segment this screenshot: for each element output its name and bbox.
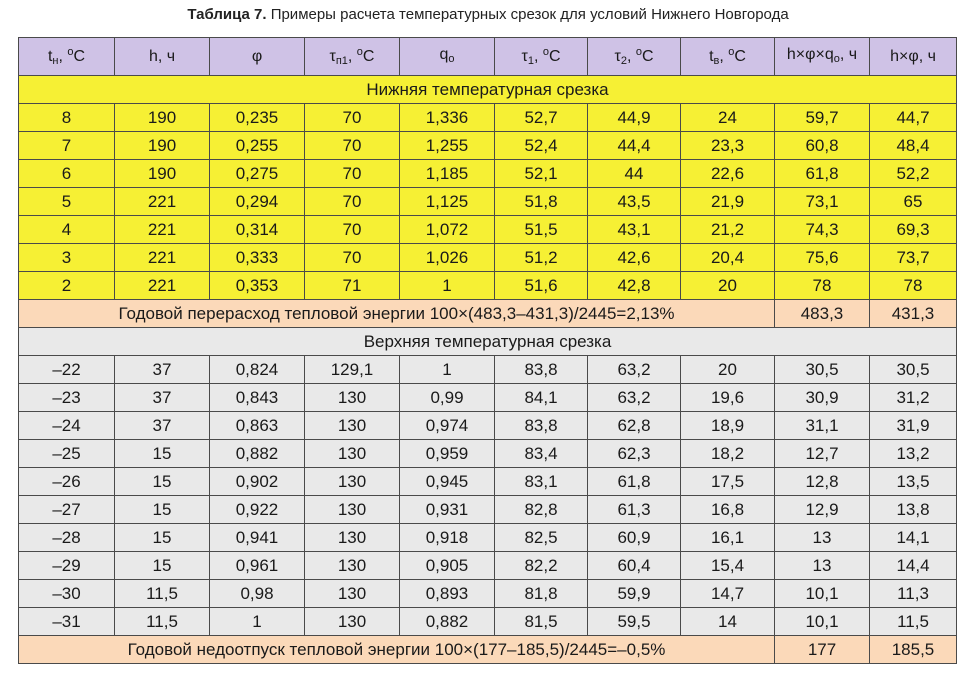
table-cell: 0,945: [400, 468, 495, 496]
table-cell: 0,922: [210, 496, 305, 524]
table-cell: 12,7: [775, 440, 870, 468]
table-cell: 130: [305, 580, 400, 608]
table-cell: 0,882: [210, 440, 305, 468]
table-cell: 13,2: [870, 440, 957, 468]
table-row: [19, 216, 957, 244]
table-cell: 11,3: [870, 580, 957, 608]
table-cell: 69,3: [870, 216, 957, 244]
table-cell: 130: [305, 384, 400, 412]
table-cell: 51,8: [495, 188, 588, 216]
table-cell: 37: [115, 356, 210, 384]
column-header: [115, 38, 210, 76]
header-main: τ: [614, 48, 621, 65]
table-cell: 17,5: [681, 468, 775, 496]
column-header: [495, 38, 588, 76]
table-row: [19, 552, 957, 580]
table-cell: 14,4: [870, 552, 957, 580]
table-cell: 23,3: [681, 132, 775, 160]
table-cell: 129,1: [305, 356, 400, 384]
header-subscript: 2: [620, 55, 627, 67]
table-cell: 52,4: [495, 132, 588, 160]
table-cell: 52,1: [495, 160, 588, 188]
table-cell: 0,824: [210, 356, 305, 384]
table-cell: 1,185: [400, 160, 495, 188]
table-cell: 130: [305, 412, 400, 440]
header-superscript: o: [728, 46, 735, 58]
header-unit: C: [641, 48, 654, 65]
table-cell: 59,7: [775, 104, 870, 132]
lower-summary-row: [19, 300, 957, 328]
table-cell: 1,026: [400, 244, 495, 272]
table-cell: 31,2: [870, 384, 957, 412]
table-cell: 20: [681, 272, 775, 300]
table-cell: –23: [19, 384, 115, 412]
header-main: h×φ×q: [786, 45, 834, 63]
table-cell: 0,893: [400, 580, 495, 608]
header-main: t: [47, 48, 53, 65]
table-cell: 75,6: [775, 244, 870, 272]
table-cell: 60,4: [588, 552, 681, 580]
column-header: [775, 38, 870, 76]
table-cell: 0,961: [210, 552, 305, 580]
table-cell: 19,6: [681, 384, 775, 412]
table-cell: 44,9: [588, 104, 681, 132]
table-row: [19, 580, 957, 608]
upper-summary-row: [19, 636, 957, 664]
header-subscript: н: [52, 55, 59, 67]
header-tail: , ч: [839, 45, 858, 63]
table-cell: 70: [305, 104, 400, 132]
table-cell: 1,125: [400, 188, 495, 216]
table-cell: 14,1: [870, 524, 957, 552]
table-cell: 10,1: [775, 580, 870, 608]
table-cell: 0,843: [210, 384, 305, 412]
table-cell: 22,6: [681, 160, 775, 188]
table-cell: –26: [19, 468, 115, 496]
table-cell: 71: [305, 272, 400, 300]
table-cell: –22: [19, 356, 115, 384]
table-cell: 6: [19, 160, 115, 188]
column-header: [588, 38, 681, 76]
header-subscript: 1: [527, 55, 534, 67]
table-cell: 15: [115, 440, 210, 468]
table-cell: 0,255: [210, 132, 305, 160]
table-cell: 83,8: [495, 412, 588, 440]
table-row: [19, 384, 957, 412]
table-cell: 78: [870, 272, 957, 300]
table-cell: 4: [19, 216, 115, 244]
table-cell: 221: [115, 216, 210, 244]
table-cell: 82,5: [495, 524, 588, 552]
header-unit: C: [548, 48, 561, 65]
table-cell: 190: [115, 160, 210, 188]
table-cell: 81,8: [495, 580, 588, 608]
header-main: t: [709, 48, 714, 65]
table-cell: 0,294: [210, 188, 305, 216]
table-cell: 12,8: [775, 468, 870, 496]
table-cell: 0,863: [210, 412, 305, 440]
table-cell: 42,8: [588, 272, 681, 300]
header-subscript: в: [713, 55, 720, 67]
caption-label: Таблица 7.: [187, 6, 267, 23]
table-cell: –28: [19, 524, 115, 552]
table-cell: 1,072: [400, 216, 495, 244]
table-cell: 70: [305, 132, 400, 160]
table-cell: 84,1: [495, 384, 588, 412]
table-cell: 74,3: [775, 216, 870, 244]
summary-value-2: 431,3: [870, 300, 957, 328]
table-cell: 13: [775, 524, 870, 552]
table-cell: –31: [19, 608, 115, 636]
table-cell: 70: [305, 216, 400, 244]
table-cell: 18,9: [681, 412, 775, 440]
table-cell: 15: [115, 524, 210, 552]
table-cell: 21,2: [681, 216, 775, 244]
table-row: [19, 132, 957, 160]
table-cell: 37: [115, 412, 210, 440]
table-cell: 130: [305, 468, 400, 496]
table-cell: 59,9: [588, 580, 681, 608]
table-cell: 0,275: [210, 160, 305, 188]
table-cell: 0,918: [400, 524, 495, 552]
summary-value-1: 177: [775, 636, 870, 664]
table-cell: 61,8: [588, 468, 681, 496]
column-header: [19, 38, 115, 76]
table-cell: 0,353: [210, 272, 305, 300]
table-cell: 1: [400, 272, 495, 300]
table-cell: 52,2: [870, 160, 957, 188]
table-row: [19, 272, 957, 300]
table-cell: 0,235: [210, 104, 305, 132]
table-row: [19, 440, 957, 468]
table-cell: 83,4: [495, 440, 588, 468]
table-cell: 11,5: [870, 608, 957, 636]
table-cell: 60,8: [775, 132, 870, 160]
table-cell: 44,7: [870, 104, 957, 132]
header-tail: ,: [626, 48, 636, 65]
table-cell: 82,2: [495, 552, 588, 580]
table-cell: 0,931: [400, 496, 495, 524]
summary-value-2: 185,5: [870, 636, 957, 664]
table-cell: 13,8: [870, 496, 957, 524]
header-main: q: [439, 45, 449, 63]
table-cell: 16,8: [681, 496, 775, 524]
table-cell: 30,5: [775, 356, 870, 384]
table-cell: –30: [19, 580, 115, 608]
table-cell: 190: [115, 104, 210, 132]
table-row: [19, 160, 957, 188]
calculation-table: [18, 37, 957, 664]
table-caption: [0, 6, 976, 23]
header-unit: C: [734, 48, 746, 65]
table-cell: 2: [19, 272, 115, 300]
table-cell: 59,5: [588, 608, 681, 636]
table-row: [19, 244, 957, 272]
table-row: [19, 608, 957, 636]
table-cell: 48,4: [870, 132, 957, 160]
table-cell: 16,1: [681, 524, 775, 552]
table-cell: 42,6: [588, 244, 681, 272]
column-header: [400, 38, 495, 76]
table-cell: 70: [305, 244, 400, 272]
table-cell: 83,8: [495, 356, 588, 384]
table-cell: 130: [305, 608, 400, 636]
summary-text: Годовой недоотпуск тепловой энергии 100×(177–185,5)/2445=–0,5%: [19, 636, 775, 664]
summary-value-1: 483,3: [775, 300, 870, 328]
table-cell: 24: [681, 104, 775, 132]
table-cell: 7: [19, 132, 115, 160]
table-row: [19, 524, 957, 552]
table-cell: 44,4: [588, 132, 681, 160]
table-cell: 62,3: [588, 440, 681, 468]
table-cell: 10,1: [775, 608, 870, 636]
table-cell: –24: [19, 412, 115, 440]
table-cell: 11,5: [115, 608, 210, 636]
table-cell: 73,7: [870, 244, 957, 272]
column-header: [681, 38, 775, 76]
table-cell: 190: [115, 132, 210, 160]
header-main: h×φ, ч: [890, 47, 936, 65]
header-tail: ,: [347, 48, 357, 65]
table-cell: 1: [210, 608, 305, 636]
table-cell: –25: [19, 440, 115, 468]
table-cell: 70: [305, 188, 400, 216]
table-row: [19, 412, 957, 440]
header-subscript: o: [833, 52, 840, 65]
table-cell: 13: [775, 552, 870, 580]
header-tail: ,: [58, 48, 68, 65]
table-cell: 61,8: [775, 160, 870, 188]
table-cell: 0,314: [210, 216, 305, 244]
table-cell: 15: [115, 496, 210, 524]
table-cell: 30,9: [775, 384, 870, 412]
table-row: [19, 104, 957, 132]
table-cell: 52,7: [495, 104, 588, 132]
header-unit: C: [73, 48, 86, 65]
table-cell: 31,1: [775, 412, 870, 440]
table-cell: 0,902: [210, 468, 305, 496]
table-cell: 51,6: [495, 272, 588, 300]
table-cell: 5: [19, 188, 115, 216]
table-cell: 14,7: [681, 580, 775, 608]
table-cell: 73,1: [775, 188, 870, 216]
table-cell: 63,2: [588, 384, 681, 412]
table-cell: 0,905: [400, 552, 495, 580]
table-cell: –27: [19, 496, 115, 524]
table-cell: 43,5: [588, 188, 681, 216]
table-cell: 70: [305, 160, 400, 188]
table-row: [19, 468, 957, 496]
table-cell: 78: [775, 272, 870, 300]
header-row: [19, 38, 957, 76]
table-cell: 0,974: [400, 412, 495, 440]
table-row: [19, 356, 957, 384]
table-cell: 221: [115, 188, 210, 216]
column-header: [870, 38, 957, 76]
header-subscript: п1: [335, 55, 348, 67]
header-tail: ,: [719, 48, 729, 65]
table-cell: 51,5: [495, 216, 588, 244]
table-cell: 63,2: [588, 356, 681, 384]
table-cell: 1,255: [400, 132, 495, 160]
header-superscript: o: [356, 46, 363, 58]
table-row: [19, 188, 957, 216]
table-cell: 1,336: [400, 104, 495, 132]
table-cell: 130: [305, 440, 400, 468]
table-cell: –29: [19, 552, 115, 580]
table-cell: 0,98: [210, 580, 305, 608]
upper-section-title-row: [19, 328, 957, 356]
table-cell: 0,941: [210, 524, 305, 552]
table-cell: 130: [305, 496, 400, 524]
table-cell: 11,5: [115, 580, 210, 608]
table-cell: 8: [19, 104, 115, 132]
section-title: Верхняя температурная срезка: [19, 328, 957, 356]
header-superscript: o: [542, 46, 549, 58]
table-cell: 221: [115, 272, 210, 300]
table-cell: 1: [400, 356, 495, 384]
table-cell: 44: [588, 160, 681, 188]
table-cell: 13,5: [870, 468, 957, 496]
header-superscript: o: [635, 46, 642, 58]
table-cell: 82,8: [495, 496, 588, 524]
table-cell: 14: [681, 608, 775, 636]
table-cell: 15: [115, 468, 210, 496]
section-title: Нижняя температурная срезка: [19, 76, 957, 104]
column-header: [305, 38, 400, 76]
table-cell: 51,2: [495, 244, 588, 272]
column-header: [210, 38, 305, 76]
table-cell: 0,99: [400, 384, 495, 412]
table-cell: 81,5: [495, 608, 588, 636]
summary-text: Годовой перерасход тепловой энергии 100×(483,3–431,3)/2445=2,13%: [19, 300, 775, 328]
table-cell: 60,9: [588, 524, 681, 552]
table-cell: 37: [115, 384, 210, 412]
table-cell: 0,882: [400, 608, 495, 636]
header-unit: C: [362, 48, 375, 65]
table-cell: 21,9: [681, 188, 775, 216]
table-cell: 15: [115, 552, 210, 580]
table-cell: 130: [305, 552, 400, 580]
table-cell: 12,9: [775, 496, 870, 524]
table-cell: 61,3: [588, 496, 681, 524]
table-cell: 15,4: [681, 552, 775, 580]
table-cell: 43,1: [588, 216, 681, 244]
header-tail: ,: [533, 48, 543, 65]
table-cell: 62,8: [588, 412, 681, 440]
table-cell: 20: [681, 356, 775, 384]
table-cell: 0,959: [400, 440, 495, 468]
table-cell: 0,333: [210, 244, 305, 272]
header-superscript: o: [67, 46, 74, 58]
lower-section-title-row: [19, 76, 957, 104]
header-main: τ: [329, 48, 336, 65]
table-row: [19, 496, 957, 524]
table-cell: 18,2: [681, 440, 775, 468]
table-cell: 221: [115, 244, 210, 272]
table-cell: 65: [870, 188, 957, 216]
header-main: h, ч: [148, 47, 176, 65]
caption-text: Примеры расчета температурных срезок для условий Нижнего Новгорода: [270, 6, 789, 23]
table-body: [19, 38, 957, 664]
table-cell: 31,9: [870, 412, 957, 440]
header-main: φ: [251, 47, 263, 65]
table-cell: 83,1: [495, 468, 588, 496]
table-cell: 20,4: [681, 244, 775, 272]
table-cell: 130: [305, 524, 400, 552]
header-subscript: o: [448, 52, 455, 65]
table-cell: 30,5: [870, 356, 957, 384]
header-main: τ: [521, 48, 528, 65]
table-cell: 3: [19, 244, 115, 272]
